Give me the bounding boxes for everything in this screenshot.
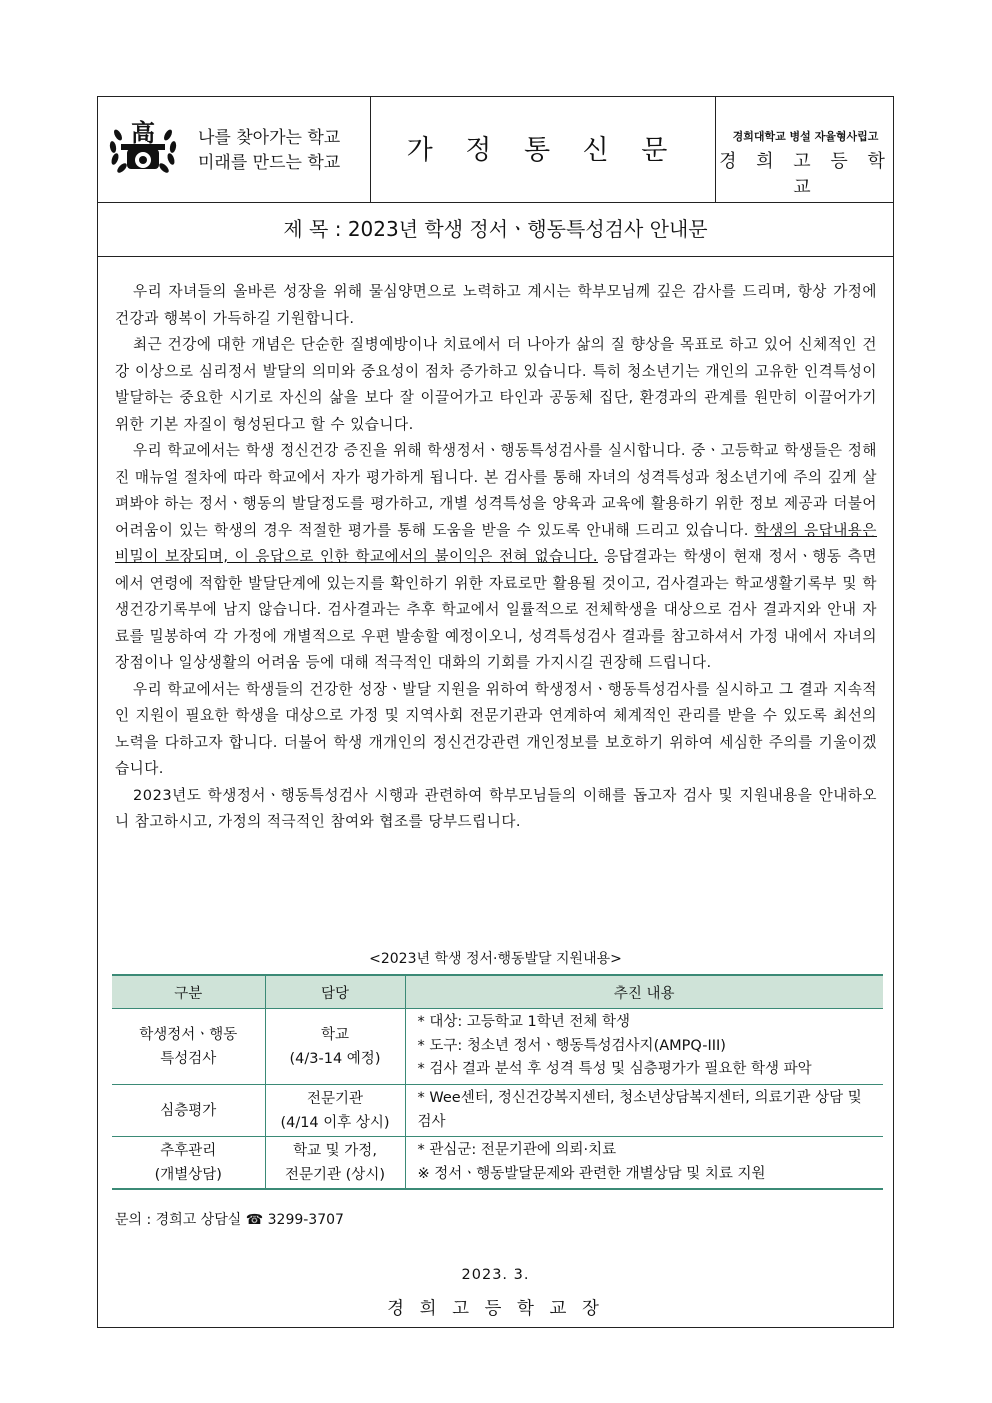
owner-line: 전문기관 (상시) (285, 1166, 385, 1183)
list-item: * 관심군: 전문기관에 의뢰·치료 (417, 1142, 617, 1158)
table-header-row (112, 975, 883, 1009)
body-text-span: 응답결과는 학생이 현재 정서ㆍ행동 측면에서 연령에 적합한 발달단계에 있는지를 확인하기 위한 자료로만 활용될 것이고, 검사결과는 학교생활기록부 및 학생건강기록부에 남지 않습니다. 검사결과는 추후 학교에서 일률적으로 전체학생을 대상으로 검사 결과지와 안내 자료를 밀봉하여 각 가정에 개별적으로 우편 발송할 예정이오니, 성격특성검사 결과를 참고하셔서 가정 내에서 자녀의 장점이나 일상생활의 어려움 등에 대해 적극적인 대화의 기회를 가지시길 권장해 드립니다. (115, 548, 877, 671)
header-owner: 담당 (265, 975, 405, 1009)
header-content: 추진 내용 (405, 975, 883, 1009)
principal-signature: 경 희 고 등 학 교 장 (387, 1299, 604, 1319)
row-items (405, 1009, 883, 1085)
body-text-span: 우리 학교에서는 학생 정신건강 증진을 위해 학생정서ㆍ행동특성검사를 실시합니다. 중ㆍ고등학교 학생들은 정해진 매뉴얼 절차에 따라 학교에서 자가 평가하게 됩니다. 본 검사를 통해 자녀의 성격특성과 청소년기에 주의 깊게 살펴봐야 하는 정서ㆍ행동의 발달정도를 평가하고, 개별 성격특성을 양육과 교육에 활용하기 위한 정보 제공과 더불어 어려움이 있는 학생의 경우 적절한 평가를 통해 도움을 받을 수 있도록 안내해 드리고 있습니다. (115, 442, 877, 539)
slogan-line-2: 미래를 만드는 학교 (198, 153, 341, 173)
row-owner (265, 1009, 405, 1085)
letter-frame (97, 96, 894, 1328)
list-item: * 도구: 청소년 정서ㆍ행동특성검사지(AMPQ-III) (417, 1037, 726, 1054)
school-slogan-cell (98, 97, 371, 202)
row-items (405, 1137, 883, 1190)
table-row (112, 1009, 883, 1085)
subject-line: 제 목 : 2023년 학생 정서ㆍ행동특성검사 안내문 (98, 202, 893, 257)
body-paragraph: 우리 자녀들의 올바른 성장을 위해 물심양면으로 노력하고 계시는 학부모님께 깊은 감사를 드리며, 항상 가정에 건강과 행복이 가득하길 기원합니다. (115, 283, 877, 327)
body-paragraph: 최근 건강에 대한 개념은 단순한 질병예방이나 치료에서 더 나아가 삶의 질 향상을 목표로 하고 있어 신체적인 건강 이상으로 심리정서 발달의 의미와 중요성이 점차 증가하고 있습니다. 특히 청소년기는 개인의 고유한 인격특성이 발달하는 중요한 시기로 자신의 삶을 보다 잘 이끌어가고 타인과 공동체 집단, 환경과의 관계를 원만히 이끌어가기 위한 기본 자질이 형성된다고 할 수 있습니다. (115, 336, 877, 433)
owner-line: 전문기관 (306, 1090, 364, 1107)
row-category (112, 1137, 265, 1190)
issue-date: 2023. 3. (461, 1267, 530, 1283)
school-slogan (198, 126, 340, 176)
category-line: 학생정서ㆍ행동 (139, 1026, 238, 1043)
list-item: ※ 정서ㆍ행동발달문제와 관련한 개별상담 및 치료 지원 (417, 1165, 766, 1182)
row-category (112, 1085, 265, 1137)
school-name-cell (716, 97, 895, 202)
category-line: (개별상담) (154, 1166, 222, 1183)
body-paragraph: 우리 학교에서는 학생들의 건강한 성장ㆍ발달 지원을 위하여 학생정서ㆍ행동특성검사를 실시하고 그 결과 지속적인 지원이 필요한 학생을 대상으로 가정 및 지역사회 전문기관과 연계하여 체계적인 관리를 받을 수 있도록 최선의 노력을 다하고자 합니다. 더불어 학생 개개인의 정신건강관련 개인정보를 보호하기 위하여 세심한 주의를 기울이겠습니다. (115, 680, 877, 777)
confidentiality-notice: 학생의 응답내용은 비밀이 보장되며, 이 응답으로 인한 학교에서의 불이익은 전혀 없습니다. (115, 521, 878, 565)
list-item: * Wee센터, 정신건강복지센터, 청소년상담복지센터, 의료기관 상담 및 검사 (417, 1090, 862, 1130)
school-name: 경 희 고 등 학 교 (719, 151, 892, 198)
header-category: 구분 (112, 975, 265, 1009)
category-line: 추후관리 (160, 1142, 217, 1159)
row-owner (265, 1137, 405, 1190)
table-row (112, 1137, 883, 1190)
body-paragraph: 2023년도 학생정서ㆍ행동특성검사 시행과 관련하여 학부모님들의 이해를 돕고자 검사 및 지원내용을 안내하오니 참고하시고, 가정의 적극적인 참여와 협조를 당부드립니다. (115, 786, 877, 830)
emblem-character: 高 (131, 118, 155, 147)
row-items (405, 1085, 883, 1137)
owner-line: 학교 및 가정, (293, 1142, 377, 1159)
table-row (112, 1085, 883, 1137)
contact-label: 문의 : 경희고 상담실 (115, 1212, 242, 1228)
school-emblem-icon (107, 117, 179, 179)
row-owner (265, 1085, 405, 1137)
letter-body (115, 279, 877, 836)
list-item: * 검사 결과 분석 후 성격 특성 및 심층평가가 필요한 학생 파악 (417, 1061, 812, 1078)
list-item: * 대상: 고등학교 1학년 전체 학생 (417, 1014, 630, 1031)
contact-phone: 3299-3707 (267, 1212, 344, 1228)
owner-line: 학교 (320, 1026, 349, 1043)
body-paragraph (115, 438, 877, 677)
owner-line: (4/3-14 예정) (289, 1050, 381, 1067)
slogan-line-1: 나를 찾아가는 학교 (198, 128, 341, 148)
school-affiliation: 경희대학교 병설 자율형사립고 (732, 130, 879, 143)
document-title-cell (371, 97, 716, 202)
category-line: 특성검사 (160, 1050, 217, 1067)
letter-header (98, 97, 893, 203)
category-line: 심층평가 (160, 1102, 217, 1119)
table-caption: <2023년 학생 정서·행동발달 지원내용> (369, 951, 622, 967)
contact-info (115, 1209, 344, 1229)
document-title: 가 정 통 신 문 (406, 135, 680, 166)
owner-line: (4/14 이후 상시) (280, 1114, 390, 1131)
row-category (112, 1009, 265, 1085)
phone-icon: ☎ (245, 1212, 264, 1228)
support-table (112, 974, 883, 1190)
